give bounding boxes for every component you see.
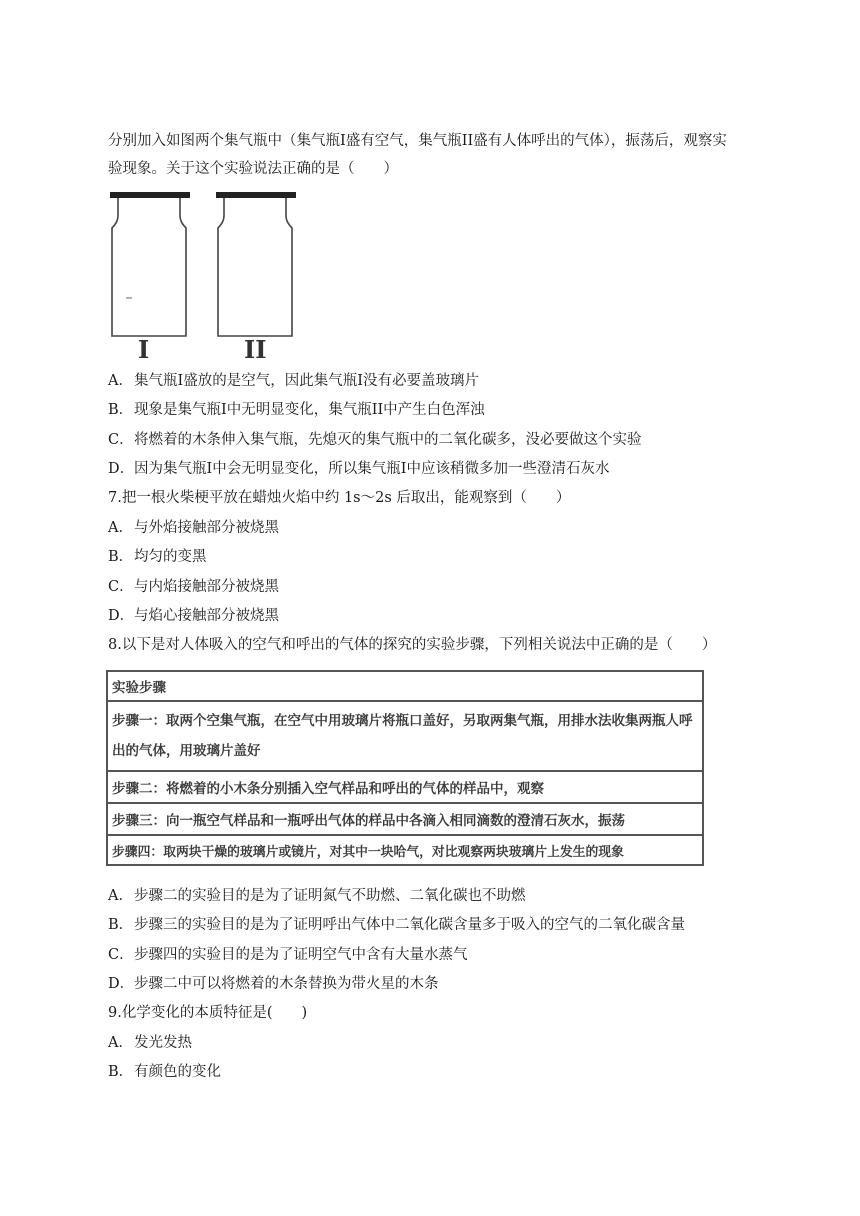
step-4-cell: 步骤四：取两块干燥的玻璃片或镜片，对其中一块哈气，对比观察两块玻璃片上发生的现象: [107, 835, 703, 865]
gas-bottles-figure: [108, 190, 298, 362]
q7-option-a: A．与外焰接触部分被烧黑: [108, 520, 279, 536]
step-3-cell: 步骤三：向一瓶空气样品和一瓶呼出气体的样品中各滴入相同滴数的澄清石灰水，振荡: [107, 803, 703, 835]
table-row: [107, 771, 703, 803]
question-7-stem: 7.把一根火柴梗平放在蜡烛火焰中约 1s～2s 后取出，能观察到（ ）: [108, 490, 571, 506]
question-9-stem: 9.化学变化的本质特征是( ): [108, 1005, 308, 1021]
table-row: [107, 803, 703, 835]
q8-option-d: D．步骤二中可以将燃着的木条替换为带火星的木条: [108, 976, 439, 992]
question-8-stem: 8.以下是对人体吸入的空气和呼出的气体的探究的实验步骤，下列相关说法中正确的是（ ）: [108, 637, 717, 653]
q6-option-d: D．因为集气瓶I中会无明显变化，所以集气瓶I中应该稍微多加一些澄清石灰水: [108, 461, 610, 477]
bottle-i-image: [110, 192, 190, 336]
question-6-stem-line-2: 验现象。关于这个实验说法正确的是（ ）: [108, 161, 398, 177]
table-header-cell: 实验步骤: [107, 671, 703, 701]
q7-option-d: D．与焰心接触部分被烧黑: [108, 608, 279, 624]
table-row: [107, 701, 703, 771]
bottle-i-label: I: [138, 335, 150, 362]
q8-option-b: B．步骤三的实验目的是为了证明呼出气体中二氧化碳含量多于吸入的空气的二氧化碳含量: [108, 917, 685, 933]
experiment-steps-table: [106, 670, 704, 866]
q9-option-a: A．发光发热: [108, 1035, 192, 1051]
table-row: [107, 835, 703, 865]
q9-option-b: B．有颜色的变化: [108, 1064, 221, 1080]
q8-option-a: A．步骤二的实验目的是为了证明氮气不助燃、二氧化碳也不助燃: [108, 888, 526, 904]
bottle-ii-image: [216, 192, 296, 336]
bottle-ii-label: II: [244, 335, 267, 362]
q8-option-c: C．步骤四的实验目的是为了证明空气中含有大量水蒸气: [108, 947, 468, 963]
table-row: [107, 671, 703, 701]
q7-option-b: B．均匀的变黑: [108, 549, 207, 565]
step-2-cell: 步骤二：将燃着的小木条分别插入空气样品和呼出的气体的样品中，观察: [107, 771, 703, 803]
q6-option-b: B．现象是集气瓶I中无明显变化，集气瓶II中产生白色浑浊: [108, 402, 485, 418]
q7-option-c: C．与内焰接触部分被烧黑: [108, 579, 279, 595]
q6-option-c: C．将燃着的木条伸入集气瓶，先熄灭的集气瓶中的二氧化碳多，没必要做这个实验: [108, 432, 642, 448]
step-1-cell: 步骤一：取两个空集气瓶，在空气中用玻璃片将瓶口盖好，另取两集气瓶，用排水法收集两瓶人呼出的气体，用玻璃片盖好: [107, 701, 703, 771]
question-6-stem-line-1: 分别加入如图两个集气瓶中（集气瓶I盛有空气，集气瓶II盛有人体呼出的气体），振荡后，观察实: [108, 133, 727, 149]
q6-option-a: A．集气瓶I盛放的是空气，因此集气瓶I没有必要盖玻璃片: [108, 373, 479, 389]
